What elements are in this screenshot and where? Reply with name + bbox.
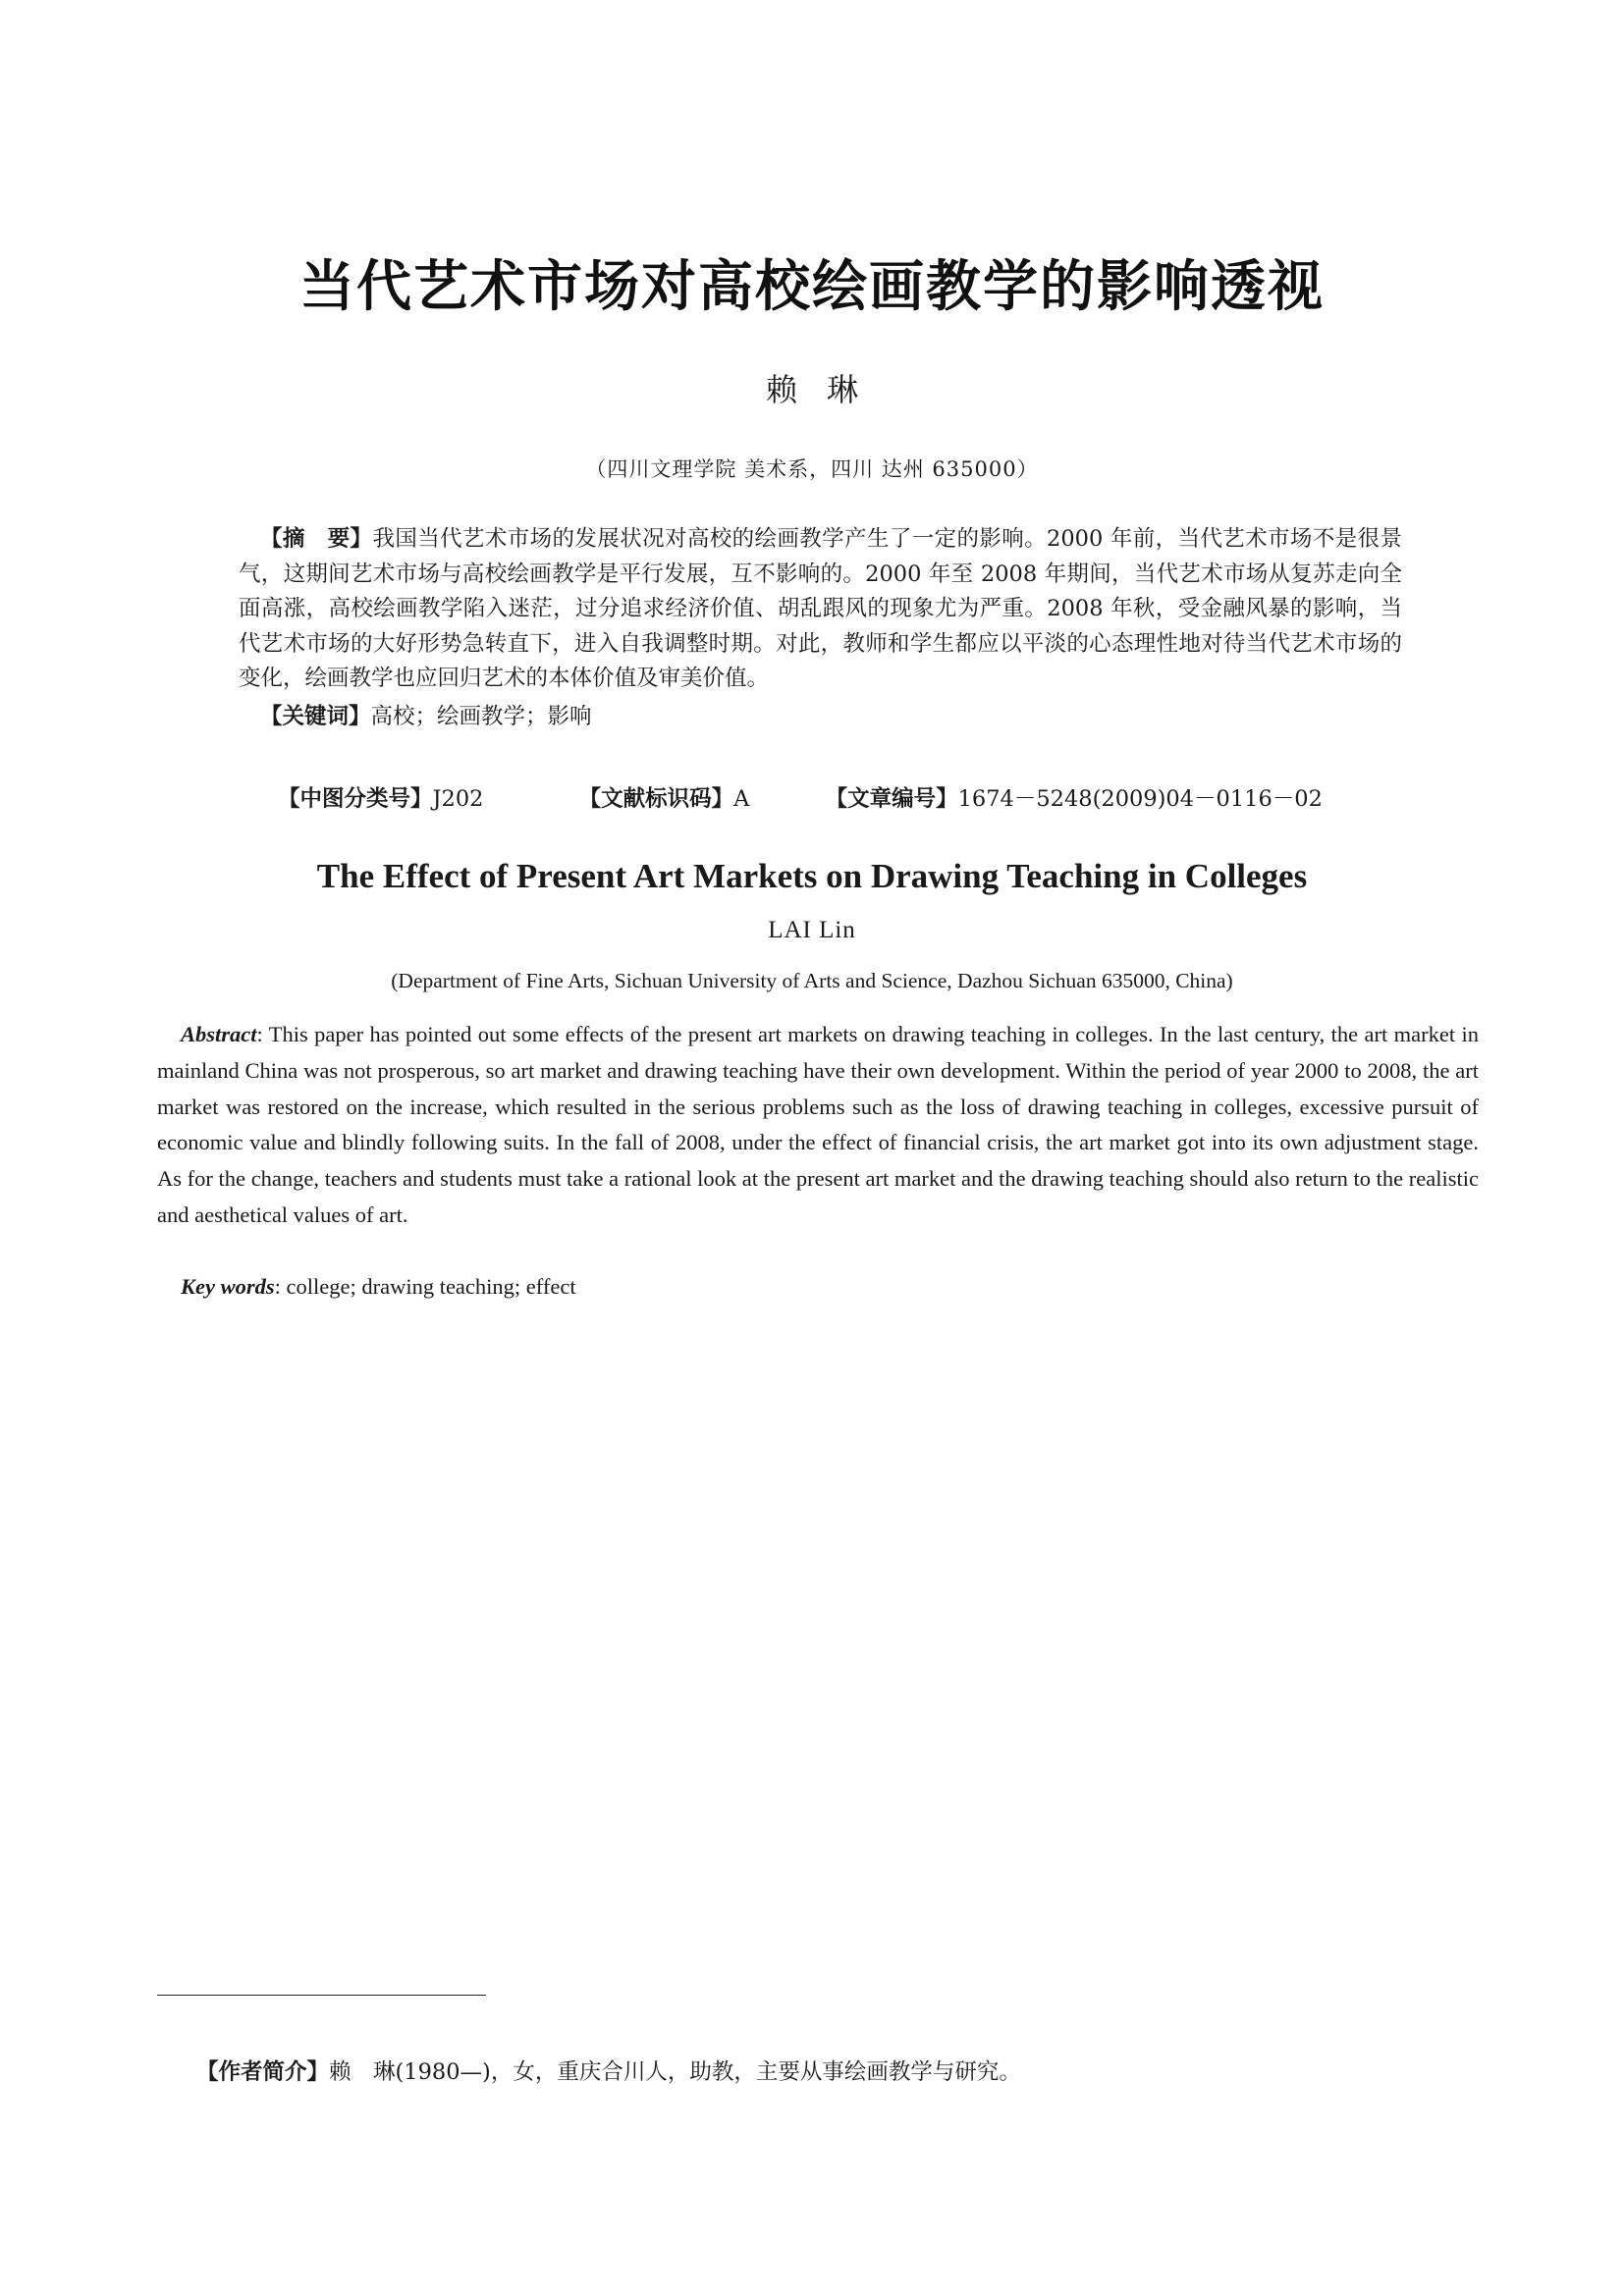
article-number bbox=[826, 781, 1323, 817]
keywords-en-text: : college; drawing teaching; effect bbox=[274, 1274, 576, 1299]
clc-value: J202 bbox=[432, 786, 484, 812]
footnote-text: 赖 琳(1980—)，女，重庆合川人，助教，主要从事绘画教学与研究。 bbox=[329, 2059, 1021, 2085]
abstract-en bbox=[157, 1017, 1479, 1234]
title-zh: 当代艺术市场对高校绘画教学的影响透视 bbox=[299, 255, 1325, 319]
affiliation-zh: （四川文理学院 美术系，四川 达州 635000） bbox=[585, 457, 1039, 481]
keywords-en-label: Key words bbox=[181, 1274, 275, 1299]
classification-row bbox=[278, 781, 1323, 817]
abstract-zh bbox=[239, 522, 1402, 697]
title-en: The Effect of Present Art Markets on Drawing Teaching in Colleges bbox=[316, 857, 1308, 895]
footnote-divider bbox=[157, 1995, 486, 1996]
article-label: 【文章编号】 bbox=[825, 786, 958, 812]
keywords-zh-label: 【关键词】 bbox=[260, 704, 371, 729]
author-footnote bbox=[196, 2055, 1021, 2090]
abstract-zh-text: 我国当代艺术市场的发展状况对高校的绘画教学产生了一定的影响。2000 年前，当代艺术市场不是很景气，这期间艺术市场与高校绘画教学是平行发展，互不影响的。2000 年至 2008 年期间，当代艺术市场从复苏走向全面高涨，高校绘画教学陷入迷茫，过分追求经济价值、胡乱跟风的现象尤为严重。2008 年秋，受金融风暴的影响，当代艺术市场的大好形势急转直下，进入自我调整时期。对此，教师和学生都应以平淡的心态理性地对待当代艺术市场的变化，绘画教学也应回归艺术的本体价值及审美价值。 bbox=[239, 526, 1402, 692]
keywords-zh-text: 高校；绘画教学；影响 bbox=[370, 704, 592, 729]
keywords-zh bbox=[260, 699, 592, 734]
abstract-en-label: Abstract bbox=[181, 1022, 257, 1046]
author-en: LAI Lin bbox=[768, 917, 856, 943]
document-code bbox=[579, 781, 750, 817]
clc-number bbox=[278, 781, 483, 817]
doc-value: A bbox=[733, 786, 750, 812]
author-zh: 赖琳 bbox=[765, 371, 888, 408]
affiliation-en: (Department of Fine Arts, Sichuan University of Arts and Science, Dazhou Sichuan 635000, China) bbox=[391, 969, 1233, 992]
footnote-label: 【作者简介】 bbox=[196, 2059, 330, 2085]
abstract-en-text: : This paper has pointed out some effects of the present art markets on drawing teaching in colleges. In the last century, the art market in mainland China was not prosperous, so art market and drawing teaching have their own development. Within the period of year 2000 to 2008, the art market was restored on the increase, which resulted in the serious problems such as the loss of drawing teaching in colleges, excessive pursuit of economic value and blindly following suits. In the fall of 2008, under the effect of financial crisis, the art market got into its own adjustment stage. As for the change, teachers and students must take a rational look at the present art market and the drawing teaching should also return to the realistic and aesthetical values of art. bbox=[157, 1022, 1479, 1227]
keywords-en bbox=[181, 1269, 576, 1305]
doc-label: 【文献标识码】 bbox=[578, 786, 734, 812]
clc-label: 【中图分类号】 bbox=[278, 786, 433, 812]
abstract-zh-label: 【摘 要】 bbox=[260, 526, 373, 552]
article-value: 1674－5248(2009)04－0116－02 bbox=[957, 786, 1323, 812]
